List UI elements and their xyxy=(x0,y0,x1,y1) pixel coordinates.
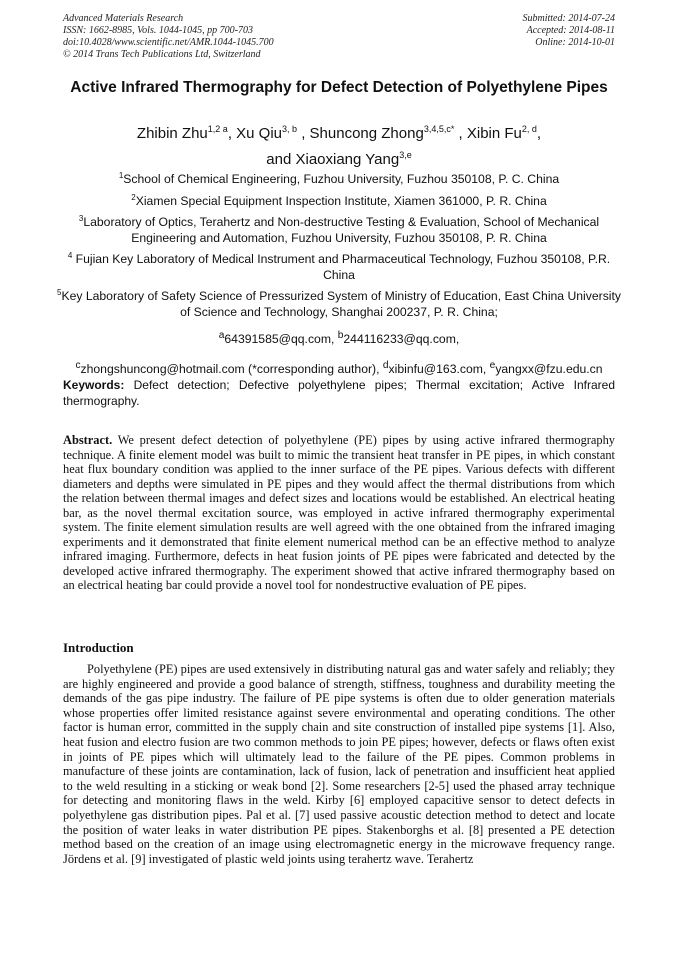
author-line-2 xyxy=(40,147,638,173)
author-name: Shuncong Zhong xyxy=(309,125,424,142)
affiliation-item xyxy=(55,172,623,188)
email-link[interactable]: 64391585@qq.com, xyxy=(224,332,338,347)
affiliation-sup: 1 xyxy=(118,171,124,180)
author-affil-sup: 3,4,5,c* xyxy=(423,124,455,134)
affiliation-item xyxy=(55,252,623,283)
dates-header xyxy=(523,13,616,49)
affiliation-sup: 4 xyxy=(67,251,73,260)
author-affil-sup: 2, d xyxy=(521,124,537,134)
affiliation-text: Laboratory of Optics, Terahertz and Non-destructive Testing & Evaluation, School of Mechanical Engineering and Automation, Fuzhou University, Fuzhou 350108, P. R. China xyxy=(83,215,600,245)
email-line-1 xyxy=(55,328,623,348)
paper-title: Active Infrared Thermography for Defect Detection of Polyethylene Pipes xyxy=(70,79,608,96)
affiliation-sup: 3 xyxy=(78,214,84,223)
email-link[interactable]: yangxx@fzu.edu.cn xyxy=(495,361,603,376)
author-affil-sup: 1,2 a xyxy=(207,124,228,134)
email-link[interactable]: 244116233@qq.com, xyxy=(343,332,460,347)
affiliation-text: Xiamen Special Equipment Inspection Institute, Xiamen 361000, P. R. China xyxy=(135,193,547,208)
email-sup: d xyxy=(382,359,389,371)
author-separator: , xyxy=(454,125,467,142)
author-line-1 xyxy=(40,121,638,147)
keywords-text: Defect detection; Defective polyethylene pipes; Thermal excitation; Active Infrared thermography. xyxy=(63,378,615,408)
author-separator: , xyxy=(297,125,310,142)
affiliation-text: Fujian Key Laboratory of Medical Instrument and Pharmaceutical Technology, Fuzhou 350108, P.R. China xyxy=(72,252,611,282)
author-name: Zhibin Zhu xyxy=(136,125,208,142)
email-sup: a xyxy=(218,330,225,341)
keywords-section xyxy=(63,378,615,409)
submitted-date: Submitted: 2014-07-24 xyxy=(522,13,615,24)
affiliation-text: School of Chemical Engineering, Fuzhou University, Fuzhou 350108, P. C. China xyxy=(123,172,560,186)
affiliation-item xyxy=(55,289,623,320)
author-affil-sup: 3,e xyxy=(399,150,412,160)
author-list xyxy=(40,121,638,173)
online-date: Online: 2014-10-01 xyxy=(535,37,615,48)
email-link[interactable]: zhongshuncong@hotmail.com (*corresponding author), xyxy=(80,361,383,376)
affiliation-item xyxy=(55,194,623,210)
author-prefix: and xyxy=(266,151,296,168)
email-link[interactable]: xibinfu@163.com, xyxy=(388,361,490,376)
abstract-section xyxy=(63,433,615,593)
affiliations xyxy=(55,172,623,387)
journal-name: Advanced Materials Research xyxy=(63,13,184,24)
keywords-label: Keywords: xyxy=(63,378,125,392)
issn-line: ISSN: 1662-8985, Vols. 1044-1045, pp 700-703 xyxy=(63,25,253,36)
author-separator: , xyxy=(536,125,542,142)
abstract-text: We present defect detection of polyethylene (PE) pipes by using active infrared thermography technique. A finite element model was built to mimic the transient heat transfer in PE pipes, in which constant heat flux boundary condition was applied to the inner surface of the PE pipes. Various defects with different diameters and depths were simulated in PE pipes and they would affect the thermal distributions from which the relation between thermal images and defect sizes and locations would be established. An electrical heating bar, as the novel thermal excitation source, was employed in active infrared thermography experimental system. The finite element simulation results are well agreed with the one obtained from the infrared imaging experiments and it demonstrated that finite element numerical method can be an effective method to analyze infrared imaging. Furthermore, defects in heat fusion joints of PE pipes were fabricated and detected by the developed active infrared thermography. The experiment showed that active infrared thermography based on an electrical heating bar could provide a novel tool for nondestructive evaluation of PE pipes. xyxy=(63,433,615,592)
email-block xyxy=(55,328,623,377)
email-sup: c xyxy=(75,359,81,371)
author-name: Xu Qiu xyxy=(236,125,283,142)
email-line-2 xyxy=(55,358,623,378)
affiliation-sup: 5 xyxy=(57,288,62,297)
email-sup: b xyxy=(337,330,344,341)
affiliation-item xyxy=(55,215,623,246)
email-sup: e xyxy=(489,359,496,371)
journal-header xyxy=(63,13,274,61)
affiliation-text: Key Laboratory of Safety Science of Pressurized System of Ministry of Education, East China University of Science and Technology, Shanghai 200237, P. R. China; xyxy=(61,289,621,319)
affiliation-sup: 2 xyxy=(131,192,136,202)
copyright-line: © 2014 Trans Tech Publications Ltd, Switzerland xyxy=(63,49,261,60)
abstract-label: Abstract. xyxy=(63,433,113,447)
accepted-date: Accepted: 2014-08-11 xyxy=(526,25,615,36)
introduction-paragraph: Polyethylene (PE) pipes are used extensively in distributing natural gas and water safely and reliably; they are highly engineered and provide a good balance of strength, stiffness, toughness and durability meeting the demands of the gas pipe industry. The failure of PE pipe systems is often due to older generation materials whose properties offer limited resistance against severe environmental and operating conditions. The other factor is human error, committed in the supply chain and site construction of installed pipe systems [1]. Also, heat fusion and electro fusion are two common methods to join PE pipes; however, defects or flaws often exist in joints of PE pipes which will ultimately lead to the failure of the PE pipes. Common problems in manufacture of these joints are contamination, lack of fusion, lack of penetration and insufficient heat applied to the weld resulting in a sticking or weak bond [2]. Some researchers [2-5] used the phased array technique for detecting and monitoring flaws in the weld. Kirby [6] employed capacitive sensor to detect defects in polyethylene gas distribution pipes. Pal et al. [7] used passive acoustic detection method to detect and locate the position of water leaks in water distribution PE pipes. Stakenborghs et al. [8] presented a PE detection method based on the creation of an image using electromagnetic energy in the microwave frequency range. Jördens et al. [9] investigated of plastic weld joints using terahertz wave. Terahertz xyxy=(63,662,615,866)
doi-line[interactable]: doi:10.4028/www.scientific.net/AMR.1044-1045.700 xyxy=(63,37,274,48)
author-affil-sup: 3, b xyxy=(282,124,298,134)
author-separator: , xyxy=(227,125,237,142)
introduction-heading: Introduction xyxy=(63,640,134,655)
author-name: Xibin Fu xyxy=(466,125,522,142)
author-name: Xiaoxiang Yang xyxy=(295,151,400,168)
